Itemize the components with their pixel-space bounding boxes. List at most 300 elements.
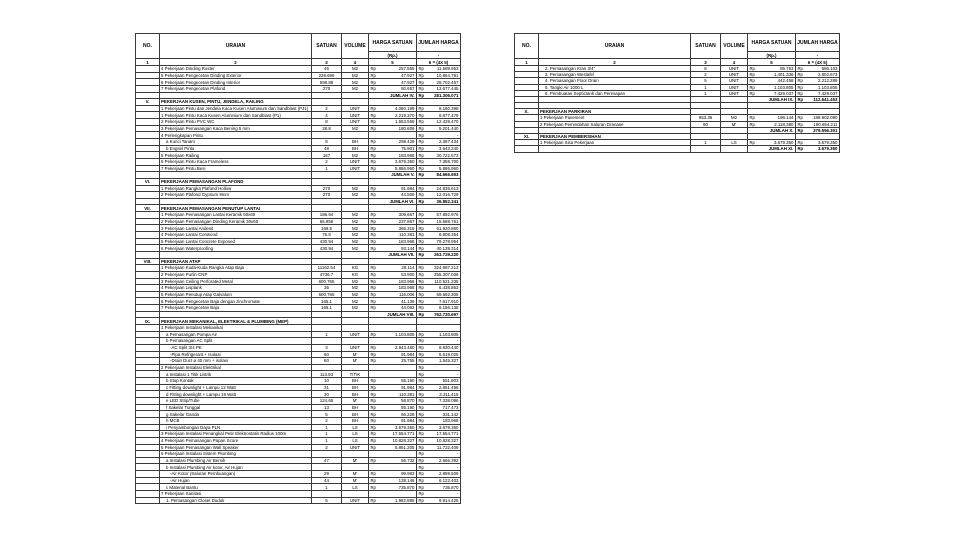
cell-no: [136, 477, 160, 484]
amount-value: 331.142: [442, 411, 459, 417]
currency-prefix: Rp: [749, 140, 755, 146]
amount-value: 551.903: [442, 378, 459, 384]
cell-uraian: 1 Pekerjaan Rangka Plafond Hollow: [160, 185, 312, 192]
cell-volume-qty: 10: [312, 378, 342, 385]
cell-no: [136, 358, 160, 365]
cell-uraian: PEKERJAAN PEMASANGAN PENUTUP LANTAI: [160, 205, 312, 212]
cell-volume-qty: 5: [312, 497, 342, 504]
amount-value: -: [457, 451, 459, 457]
amount-value: 10.864.791: [436, 72, 459, 78]
subtotal-row: [136, 311, 461, 318]
section-header-row: [136, 178, 461, 185]
cell-no: [136, 344, 160, 351]
amount-value: 281.306.071: [434, 92, 459, 98]
cell-volume-qty: 3: [312, 344, 342, 351]
amount-value: 188.902.090: [813, 115, 838, 121]
currency-prefix: Rp: [749, 72, 755, 78]
item-row: [136, 331, 461, 338]
currency-prefix: Rp: [370, 331, 376, 337]
amount-value: 237.867: [398, 218, 415, 224]
currency-prefix: Rp: [418, 358, 424, 364]
amount-value: 75.901: [401, 145, 415, 151]
header-rp-sub: (Rp.): [369, 52, 417, 59]
amount-value: 85.763: [780, 66, 794, 71]
amount-value: 5.201.440: [438, 125, 459, 131]
cell-harga-satuan: [369, 285, 417, 292]
cell-jumlah-harga: [417, 338, 461, 345]
item-row: [136, 424, 461, 431]
cell-volume-qty: 44: [312, 477, 342, 484]
subtotal-label: JUMLAH VI.: [389, 199, 415, 205]
cell-unit: UNIT: [721, 66, 748, 72]
cell-no: X.: [515, 109, 539, 115]
cell-jumlah-harga: [417, 185, 461, 192]
cell-jumlah-harga: [417, 417, 461, 424]
currency-prefix: Rp: [418, 245, 424, 251]
currency-prefix: Rp: [418, 199, 425, 205]
cell-uraian: c Fitting downlight + Lampu 12 Watt: [160, 384, 312, 391]
cell-volume-qty: [312, 491, 342, 498]
header-jumlah-sub: -: [796, 52, 840, 59]
cell-unit: KG: [342, 265, 369, 272]
cell-no: [136, 404, 160, 411]
cell-jumlah-harga: [417, 251, 461, 258]
amount-value: 55.190: [401, 404, 415, 410]
amount-value: 2.666.392: [438, 458, 459, 464]
cell-no: [136, 484, 160, 491]
amount-value: 12.016.729: [436, 192, 459, 198]
cell-uraian: c Material Bantu: [160, 484, 312, 491]
cell-unit: BH: [342, 378, 369, 385]
cell-jumlah-harga: [417, 99, 461, 106]
cell-jumlah-harga: [417, 132, 461, 139]
cell-harga-satuan: [369, 178, 417, 185]
currency-prefix: Rp: [797, 78, 803, 84]
cell-volume-qty: 1: [691, 140, 721, 146]
item-row: [136, 66, 461, 73]
cell-jumlah-harga: [796, 90, 840, 96]
cell-unit: M': [342, 457, 369, 464]
cell-jumlah-harga: [796, 72, 840, 78]
cell-no: [136, 298, 160, 305]
cell-jumlah-harga: [417, 238, 461, 245]
cell-uraian: 5 Pekerjaan Pemasangan Wall Speaker: [160, 444, 312, 451]
cell-uraian: -Air Kotor (Saluran Pembuangan): [160, 471, 312, 478]
cell-no: [136, 331, 160, 338]
cell-harga-satuan: [369, 99, 417, 106]
currency-prefix: Rp: [418, 331, 424, 337]
amount-value: 8.830.440: [438, 345, 459, 351]
currency-prefix: Rp: [418, 92, 425, 98]
cell-jumlah-harga: [417, 477, 461, 484]
currency-prefix: Rp: [370, 212, 376, 218]
cell-harga-satuan: [369, 398, 417, 405]
cell-uraian: 6 Pekerjaan Waterproofing: [160, 245, 312, 252]
header-colnum-1: 1: [515, 59, 539, 66]
cell-harga-satuan: [369, 444, 417, 451]
cell-unit: M2: [342, 185, 369, 192]
cell-jumlah-harga: [417, 125, 461, 132]
cell-volume-qty: 430.94: [312, 245, 342, 252]
cell-jumlah-harga: [796, 84, 840, 90]
cell-unit: BH: [342, 417, 369, 424]
cell-unit: M': [342, 471, 369, 478]
cell-harga-satuan: [369, 251, 417, 258]
cell-no: [136, 145, 160, 152]
cell-uraian: 7 Pekerjaan Pengecetan Plafond: [160, 85, 312, 92]
cell-uraian: 6 Pekerjaan Pengecetan Baja dengan zinchromate: [160, 298, 312, 305]
currency-prefix: Rp: [797, 146, 804, 152]
cell-uraian: 1 Pekerjaan Pintu Kaca Kusen Aluminium dan Sandblast (P1): [160, 112, 312, 119]
cell-harga-satuan: [369, 305, 417, 312]
currency-prefix: Rp: [370, 285, 376, 291]
amount-value: 110.381: [398, 232, 415, 238]
amount-value: 8.877.479: [438, 112, 459, 118]
cell-volume-qty: 1: [312, 424, 342, 431]
cell-harga-satuan: [369, 324, 417, 331]
cell-unit: LS: [342, 431, 369, 438]
cell-unit: [342, 311, 369, 318]
amount-value: 2.387.434: [438, 139, 459, 145]
cell-volume-qty: 60: [312, 358, 342, 365]
cell-uraian: PEKERJAAN ATAP: [160, 258, 312, 265]
cell-unit: M2: [342, 218, 369, 225]
cell-volume-qty: 186.94: [312, 212, 342, 219]
item-row: [136, 497, 461, 504]
amount-value: -: [457, 365, 459, 371]
cell-no: [136, 497, 160, 504]
currency-prefix: Rp: [418, 185, 424, 191]
cell-no: [515, 146, 539, 152]
cell-harga-satuan: [369, 484, 417, 491]
item-row: [136, 484, 461, 491]
item-row: [136, 457, 461, 464]
cell-no: [136, 132, 160, 139]
item-row: [136, 152, 461, 159]
amount-value: 9.914.425: [438, 497, 459, 503]
currency-prefix: Rp: [370, 384, 376, 390]
cell-harga-satuan: [369, 278, 417, 285]
cell-uraian: PEKERJAAN KUSEN, PINTU, JENDELA, RAILING: [160, 99, 312, 106]
amount-value: 735.870: [442, 484, 459, 490]
cell-no: [136, 285, 160, 292]
cell-uraian: 5 Pekerjaan Penutup Atap Galvalum: [160, 291, 312, 298]
cell-unit: M2: [342, 232, 369, 239]
amount-value: 2.802.673: [817, 72, 838, 78]
cell-volume-qty: 2: [312, 444, 342, 451]
amount-value: 10.828.327: [436, 438, 459, 444]
cell-uraian: a Pemasangan Pompa Air: [160, 331, 312, 338]
cell-unit: M2: [342, 298, 369, 305]
currency-prefix: Rp: [418, 311, 425, 317]
cell-jumlah-harga: [417, 437, 461, 444]
cell-harga-satuan: [369, 451, 417, 458]
cell-unit: M2: [342, 305, 369, 312]
cell-no: [136, 165, 160, 172]
currency-prefix: Rp: [418, 451, 424, 457]
cell-volume-qty: 165.1: [312, 305, 342, 312]
header-colnum-2: 2: [539, 59, 691, 66]
currency-prefix: Rp: [418, 119, 424, 125]
cell-harga-satuan: [369, 232, 417, 239]
currency-prefix: Rp: [370, 444, 376, 450]
currency-prefix: Rp: [418, 238, 424, 244]
cell-unit: [342, 258, 369, 265]
currency-prefix: Rp: [370, 292, 376, 297]
cell-harga-satuan: [369, 351, 417, 358]
cell-harga-satuan: [369, 464, 417, 471]
currency-prefix: Rp: [418, 444, 424, 450]
cell-jumlah-harga: [417, 371, 461, 378]
cell-harga-satuan: [369, 431, 417, 438]
amount-value: 116.006: [398, 292, 415, 297]
subtotal-row: [136, 251, 461, 258]
cell-uraian: 1 Pekerjaan Pavement: [539, 115, 691, 121]
cell-no: [136, 66, 160, 73]
amount-value: 2.219.370: [394, 112, 415, 118]
currency-prefix: Rp: [418, 139, 424, 145]
item-row: [136, 398, 461, 405]
amount-value: 183.968: [398, 285, 415, 291]
cell-volume-qty: 29: [312, 471, 342, 478]
cell-harga-satuan: [369, 185, 417, 192]
cell-jumlah-harga: [417, 92, 461, 99]
cell-uraian: b Pemasangan AC Split: [160, 338, 312, 345]
cell-unit: M2: [342, 85, 369, 92]
cell-no: [136, 92, 160, 99]
boq-table-left: [135, 33, 461, 504]
amount-value: 110.381: [398, 391, 415, 397]
cell-jumlah-harga: [417, 431, 461, 438]
cell-unit: UNIT: [342, 331, 369, 338]
item-row: [136, 464, 461, 471]
cell-uraian: 7 Pekerjaan Pintu Besi: [160, 165, 312, 172]
item-row: [136, 271, 461, 278]
subtotal-label: JUMLAH X.: [769, 127, 794, 133]
table-header: [136, 34, 461, 66]
currency-prefix: Rp: [418, 464, 424, 470]
amount-value: 91.984: [401, 351, 415, 357]
amount-value: 1.545.327: [438, 358, 459, 364]
cell-volume-qty: [312, 172, 342, 179]
cell-no: [136, 437, 160, 444]
currency-prefix: Rp: [418, 305, 424, 311]
item-row: [136, 431, 461, 438]
amount-value: 79.278.954: [436, 238, 459, 244]
table-header: [515, 34, 840, 66]
subtotal-label: JUMLAH IV.: [390, 92, 415, 98]
currency-prefix: Rp: [418, 225, 424, 231]
item-row: [136, 291, 461, 298]
amount-value: 91.984: [401, 418, 415, 424]
cell-unit: [342, 451, 369, 458]
cell-unit: M': [342, 358, 369, 365]
cell-harga-satuan: [369, 298, 417, 305]
cell-no: [136, 391, 160, 398]
currency-prefix: Rp: [418, 212, 424, 218]
item-row: [136, 112, 461, 119]
cell-volume-qty: 8: [691, 66, 721, 72]
cell-uraian: f Sakelar Tunggal: [160, 404, 312, 411]
amount-value: 11.589.953: [436, 66, 459, 72]
item-row: [136, 298, 461, 305]
cell-volume-qty: 598.88: [312, 79, 342, 86]
amount-value: 183.968: [398, 152, 415, 158]
cell-no: [136, 464, 160, 471]
cell-harga-satuan: [369, 85, 417, 92]
cell-volume-qty: 124.65: [312, 398, 342, 405]
cell-jumlah-harga: [417, 484, 461, 491]
item-row: [136, 324, 461, 331]
currency-prefix: Rp: [418, 378, 424, 384]
cell-uraian: 5 Pekerjaan Lantai Concrete Exposed: [160, 238, 312, 245]
amount-value: 110.521.235: [434, 278, 459, 284]
cell-harga-satuan: [369, 437, 417, 444]
cell-volume-qty: 1: [312, 331, 342, 338]
header-colnum-1: 1: [136, 59, 160, 66]
currency-prefix: Rp: [370, 404, 376, 410]
cell-volume-qty: 1: [312, 165, 342, 172]
amount-value: -: [457, 491, 459, 497]
cell-no: VI.: [136, 178, 160, 185]
header-jumlah-harga: JUMLAH HARGA: [417, 34, 461, 52]
currency-prefix: Rp: [797, 72, 803, 78]
amount-value: 8.160.398: [438, 106, 459, 112]
cell-jumlah-harga: [417, 358, 461, 365]
currency-prefix: Rp: [370, 159, 376, 165]
currency-prefix: Rp: [418, 252, 425, 258]
cell-volume-qty: 5: [312, 411, 342, 418]
cell-unit: M2: [342, 291, 369, 298]
currency-prefix: Rp: [749, 121, 755, 127]
cell-volume-qty: 1: [312, 484, 342, 491]
cell-unit: UNIT: [342, 497, 369, 504]
currency-prefix: Rp: [418, 165, 424, 171]
cell-jumlah-harga: [417, 119, 461, 126]
amount-value: 91.984: [401, 384, 415, 390]
currency-prefix: Rp: [418, 112, 424, 118]
cell-jumlah-harga: [417, 351, 461, 358]
cell-jumlah-harga: [417, 225, 461, 232]
cell-harga-satuan: [369, 331, 417, 338]
cell-volume-qty: 11162.54: [312, 265, 342, 272]
cell-volume-qty: [312, 338, 342, 345]
amount-value: 17.554.771: [392, 431, 415, 437]
subtotal-row: [515, 146, 840, 152]
cell-harga-satuan: [369, 384, 417, 391]
amount-value: 2.118.380: [774, 121, 794, 127]
currency-prefix: Rp: [418, 371, 424, 377]
header-colnum-6: 6 = (4X 5): [417, 59, 461, 66]
currency-prefix: Rp: [370, 112, 376, 118]
cell-volume-qty: 169.5: [312, 225, 342, 232]
cell-uraian: 2 Pekerjaan Pemindahan Saluran Dranase: [539, 121, 691, 127]
cell-no: [136, 411, 160, 418]
currency-prefix: Rp: [370, 232, 376, 238]
cell-uraian: 2 Pekerjaan Purlin CNP: [160, 271, 312, 278]
cell-unit: BH: [342, 384, 369, 391]
currency-prefix: Rp: [370, 351, 376, 357]
table-body-left: [136, 66, 461, 504]
cell-unit: [342, 318, 369, 325]
amount-value: 379.556.301: [813, 127, 838, 133]
cell-uraian: 4. Pemasangan Floor Drain: [539, 78, 691, 84]
currency-prefix: Rp: [749, 115, 755, 121]
currency-prefix: Rp: [418, 285, 424, 291]
amount-value: 2.212.289: [817, 78, 838, 84]
cell-jumlah-harga: [796, 115, 840, 121]
cell-uraian: -Pipa Refrigerant + Isolasi: [160, 351, 312, 358]
header-no: NO.: [515, 34, 539, 59]
subtotal-label: JUMLAH IX.: [768, 97, 794, 103]
cell-uraian: -AC Split 3/4 PK: [160, 344, 312, 351]
item-row: [136, 411, 461, 418]
currency-prefix: Rp: [370, 125, 376, 131]
amount-value: 2.851.496: [438, 384, 459, 390]
cell-harga-satuan: [369, 311, 417, 318]
item-row: [136, 285, 461, 292]
amount-value: 28.702.467: [436, 79, 459, 85]
currency-prefix: Rp: [418, 431, 424, 437]
currency-prefix: Rp: [797, 66, 803, 71]
cell-no: [136, 218, 160, 225]
cell-jumlah-harga: [417, 444, 461, 451]
amount-value: 5.886.960: [438, 165, 459, 171]
currency-prefix: Rp: [370, 218, 376, 224]
currency-prefix: Rp: [418, 491, 424, 497]
currency-prefix: Rp: [370, 119, 376, 125]
header-no: NO.: [136, 34, 160, 59]
currency-prefix: Rp: [370, 265, 376, 271]
cell-volume-qty: 270: [312, 85, 342, 92]
cell-jumlah-harga: [417, 391, 461, 398]
cell-harga-satuan: [369, 258, 417, 265]
cell-unit: BH: [342, 139, 369, 146]
cell-uraian: 1 Pekerjaan Sisa Pekerjaan: [539, 140, 691, 146]
header-volume: VOLUME: [342, 34, 369, 59]
item-row: [136, 384, 461, 391]
header-harga-satuan: HARGA SATUAN: [369, 34, 417, 52]
cell-uraian: 3. Pemasangan Westafel: [539, 72, 691, 78]
currency-prefix: Rp: [418, 86, 424, 92]
cell-unit: [342, 178, 369, 185]
cell-volume-qty: 228.695: [312, 72, 342, 79]
cell-unit: UNIT: [342, 444, 369, 451]
cell-unit: UNIT: [721, 78, 748, 84]
amount-value: 69.692.305: [436, 292, 459, 297]
amount-value: 762.720.697: [434, 311, 459, 317]
amount-value: 41.136: [401, 298, 415, 304]
cell-volume-qty: 113.93: [312, 371, 342, 378]
amount-value: 442.458: [777, 78, 794, 84]
cell-uraian: i Penyambungan Daya PLN: [160, 424, 312, 431]
amount-value: 190.654.211: [813, 121, 838, 127]
cell-uraian: PEKERJAAN PEMASANGAN PLAFOND: [160, 178, 312, 185]
amount-value: 66.228: [401, 411, 415, 417]
cell-jumlah-harga: [417, 232, 461, 239]
cell-unit: [342, 99, 369, 106]
cell-harga-satuan: [369, 344, 417, 351]
cell-uraian: 5 Pekerjaan Railing: [160, 152, 312, 159]
amount-value: 3.643.240: [438, 145, 459, 151]
currency-prefix: Rp: [418, 345, 424, 351]
currency-prefix: Rp: [370, 411, 376, 417]
cell-harga-satuan: [369, 291, 417, 298]
currency-prefix: Rp: [370, 438, 376, 444]
cell-volume-qty: 2: [312, 105, 342, 112]
currency-prefix: Rp: [418, 159, 424, 165]
currency-prefix: Rp: [370, 358, 376, 364]
